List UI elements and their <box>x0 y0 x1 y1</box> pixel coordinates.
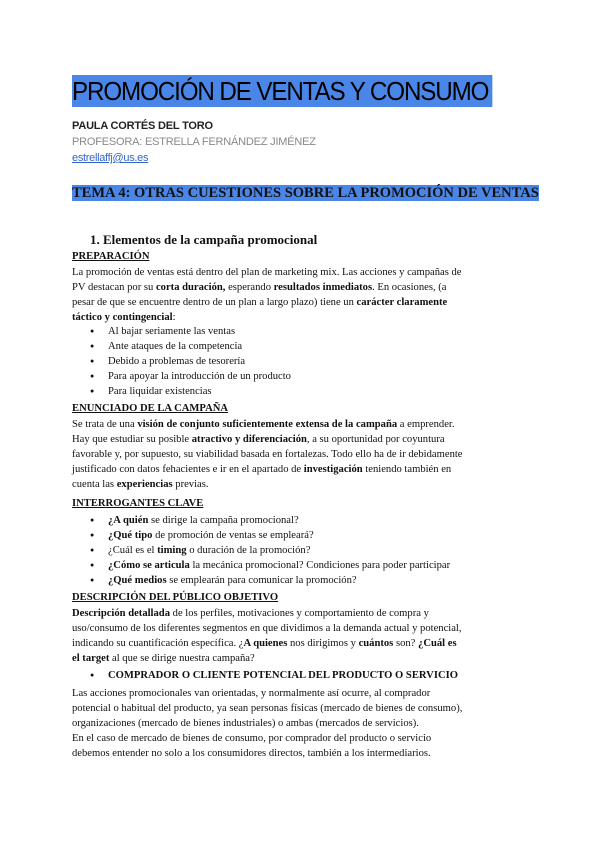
list-item: ● Para liquidar existencias <box>72 384 291 399</box>
list-item: ● Debido a problemas de tesorería <box>72 354 291 369</box>
comprador-line: potencial o habitual del producto, ya sean personas físicas (mercado de bienes de consumo), <box>72 703 463 714</box>
topic-text: TEMA 4: OTRAS CUESTIONES SOBRE LA PROMOCIÓN DE VENTAS <box>72 185 539 201</box>
list-item: ● Al bajar seriamente las ventas <box>72 324 291 339</box>
bullet-icon: ● <box>90 671 95 679</box>
enunciado-heading: ENUNCIADO DE LA CAMPAÑA <box>72 403 229 414</box>
preparacion-list <box>72 324 291 399</box>
preparacion-line: pesar de que se encuentre dentro de un plan a largo plazo) tiene un carácter claramente <box>72 297 448 308</box>
comprador-paragraph <box>72 686 527 761</box>
comprador-heading: ● COMPRADOR O CLIENTE POTENCIAL DEL PRODUCTO O SERVICIO <box>72 670 458 681</box>
comprador-line: Las acciones promocionales van orientadas, y normalmente así ocurre, al comprador <box>72 688 431 699</box>
interrogantes-heading: INTERROGANTES CLAVE <box>72 498 204 509</box>
list-item: ● Ante ataques de la competencia <box>72 339 291 354</box>
comprador-line: organizaciones (mercado de bienes industriales) o ambas (mercados de servicios). <box>72 718 419 729</box>
enunciado-line: Hay que estudiar su posible atractivo y diferenciación, a su oportunidad por coyuntura <box>72 434 445 445</box>
enunciado-line: favorable y, por supuesto, su viabilidad basada en fortalezas. Todo ello ha de ir debidamente <box>72 449 463 460</box>
preparacion-line: táctico y contingencial: <box>72 312 176 323</box>
enunciado-line: cuenta las experiencias previas. <box>72 479 209 490</box>
publico-line: Descripción detallada de los perfiles, motivaciones y comportamiento de compra y <box>72 608 429 619</box>
enunciado-paragraph <box>72 417 527 492</box>
publico-line: uso/consumo de los diferentes segmentos en que dividimos a la demanda actual y potencial, <box>72 623 462 634</box>
professor-name: PROFESORA: ESTRELLA FERNÁNDEZ JIMÉNEZ <box>72 136 316 148</box>
comprador-line: En el caso de mercado de bienes de consumo, por comprador del producto o servicio <box>72 733 432 744</box>
publico-line: indicando su cuantificación específica. ¿A quienes nos dirigimos y cuántos son? ¿Cuál es <box>72 638 457 649</box>
list-item: ● ¿A quién se dirige la campaña promocional? <box>72 513 450 528</box>
preparacion-heading: PREPARACIÓN <box>72 251 150 262</box>
publico-paragraph <box>72 606 527 666</box>
author-name: PAULA CORTÉS DEL TORO <box>72 120 213 132</box>
section-heading: 1. Elementos de la campaña promocional <box>90 232 318 247</box>
comprador-line: debemos entender no solo a los consumidores directos, también a los intermediarios. <box>72 748 431 759</box>
interrogantes-list <box>72 513 450 588</box>
list-item: ● Para apoyar la introducción de un producto <box>72 369 291 384</box>
list-item: ● ¿Cómo se articula la mecánica promocional? Condiciones para poder participar <box>72 558 450 573</box>
document-title: PROMOCIÓN DE VENTAS Y CONSUMO <box>72 75 492 107</box>
list-item: ● ¿Cuál es el timing o duración de la promoción? <box>72 543 450 558</box>
enunciado-line: justificado con datos fehacientes e ir en el apartado de investigación teniendo también en <box>72 464 452 475</box>
publico-line: el target al que se dirige nuestra campaña? <box>72 653 255 664</box>
email-link[interactable]: estrellaffj@us.es <box>72 152 149 164</box>
publico-heading: DESCRIPCIÓN DEL PÚBLICO OBJETIVO <box>72 592 279 603</box>
list-item: ● ¿Qué tipo de promoción de ventas se empleará? <box>72 528 450 543</box>
enunciado-line: Se trata de una visión de conjunto suficientemente extensa de la campaña a emprender. <box>72 419 455 430</box>
preparacion-line: PV destacan por su corta duración, esperando resultados inmediatos. En ocasiones, (a <box>72 282 447 293</box>
preparacion-paragraph <box>72 265 527 325</box>
topic-heading <box>72 182 542 204</box>
list-item: ● ¿Qué medios se emplearán para comunicar la promoción? <box>72 573 450 588</box>
preparacion-line: La promoción de ventas está dentro del plan de marketing mix. Las acciones y campañas de <box>72 267 462 278</box>
